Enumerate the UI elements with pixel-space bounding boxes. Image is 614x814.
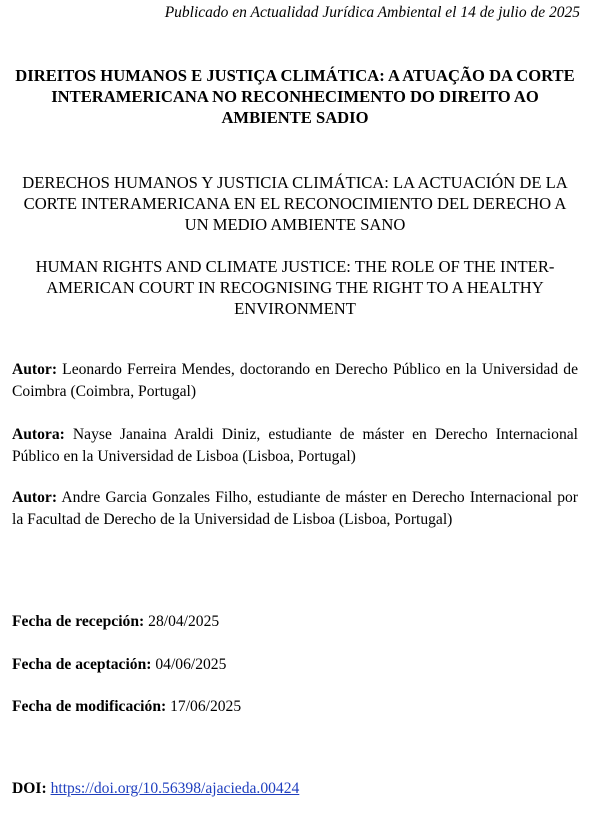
author-text: Nayse Janaina Araldi Diniz, estudiante de máster en Derecho Internacional Público en la Universidad de Lisboa (Lisboa, Portugal) — [12, 426, 578, 465]
doi-label: DOI: — [12, 780, 47, 797]
acceptance-date — [12, 656, 226, 674]
acceptance-date-value: 04/06/2025 — [155, 656, 227, 673]
author-entry-3 — [12, 487, 578, 531]
author-entry-1 — [12, 359, 578, 403]
title-portuguese: DIREITOS HUMANOS E JUSTIÇA CLIMÁTICA: A ATUAÇÃO DA CORTE INTERAMERICANA NO RECONHECIMENTO DO DIREITO AO AMBIENTE SADIO — [15, 66, 575, 127]
modification-date-label: Fecha de modificación: — [12, 698, 167, 715]
author-label: Autor: — [12, 361, 58, 378]
author-label: Autor: — [12, 489, 58, 506]
title-english: HUMAN RIGHTS AND CLIMATE JUSTICE: THE ROLE OF THE INTER-AMERICAN COURT IN RECOGNISING THE RIGHT TO A HEALTHY ENVIRONMENT — [35, 257, 555, 318]
acceptance-date-label: Fecha de aceptación: — [12, 656, 152, 673]
publication-note: Publicado en Actualidad Jurídica Ambiental el 14 de julio de 2025 — [164, 4, 580, 21]
author-entry-2 — [12, 424, 578, 468]
reception-date-label: Fecha de recepción: — [12, 613, 145, 630]
doi-line — [12, 780, 299, 798]
doi-link[interactable]: https://doi.org/10.56398/ajacieda.00424 — [50, 780, 300, 797]
author-label: Autora: — [12, 426, 65, 443]
author-text: Andre Garcia Gonzales Filho, estudiante de máster en Derecho Internacional por la Facultad de Derecho de la Universidad de Lisboa (Lisboa, Portugal) — [12, 489, 578, 528]
modification-date — [12, 698, 241, 716]
modification-date-value: 17/06/2025 — [170, 698, 242, 715]
reception-date-value: 28/04/2025 — [148, 613, 220, 630]
title-spanish: DERECHOS HUMANOS Y JUSTICIA CLIMÁTICA: LA ACTUACIÓN DE LA CORTE INTERAMERICANA EN EL RECONOCIMIENTO DEL DERECHO A UN MEDIO AMBIENTE SANO — [22, 173, 568, 234]
author-text: Leonardo Ferreira Mendes, doctorando en Derecho Público en la Universidad de Coimbra (Coimbra, Portugal) — [12, 361, 578, 400]
reception-date — [12, 613, 219, 631]
